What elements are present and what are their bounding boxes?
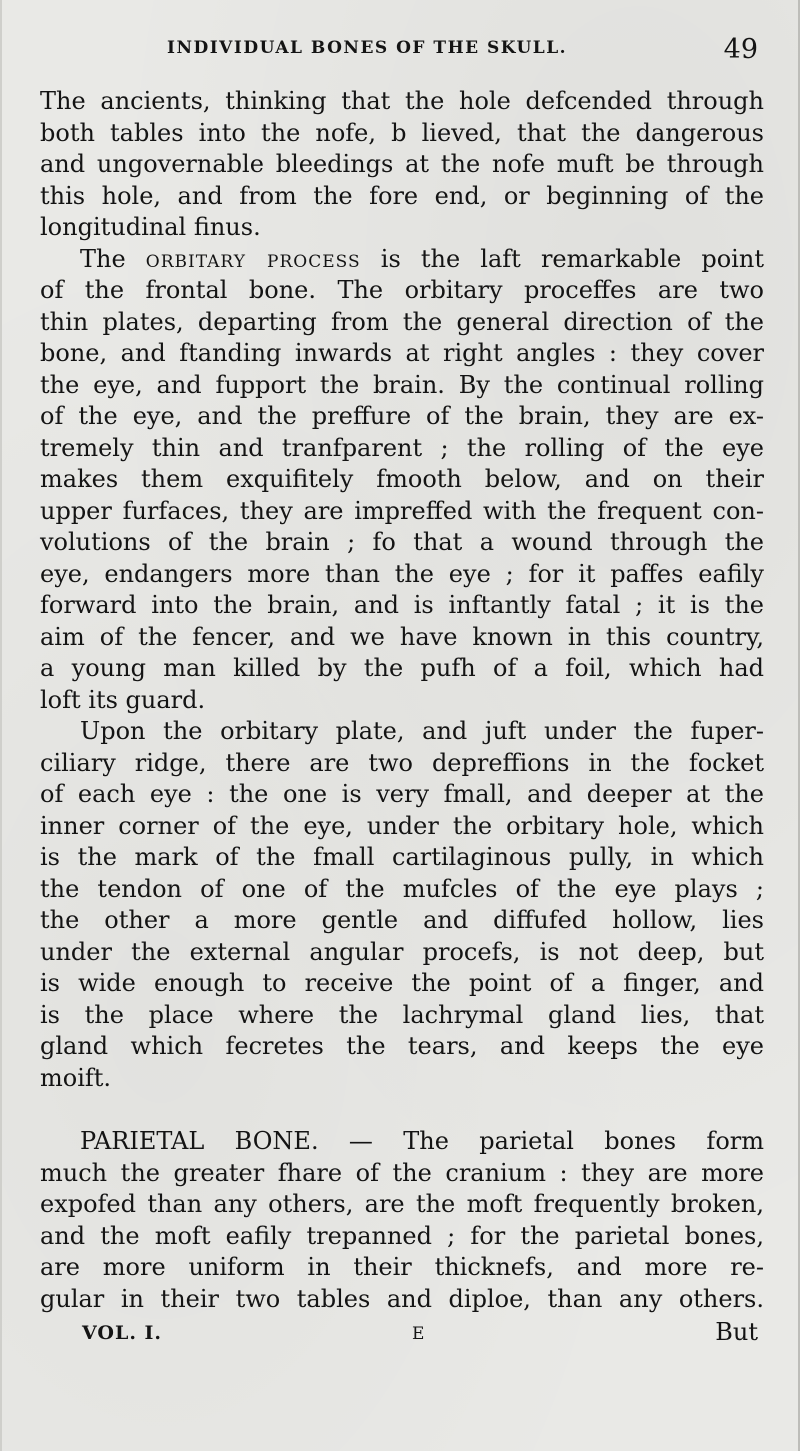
paragraph-hole-ancients [40,86,764,244]
page-number: 49 [723,34,758,65]
first-line-rest: is the laft remarkable point [380,244,764,273]
text-line: bone, and ftanding inwards at right angles : they cover [40,339,764,367]
text-line: moift. [40,1063,112,1092]
text-line: volutions of the brain ; fo that a wound through the [40,528,764,556]
text-line: expofed than any others, are the moft frequently broken, [40,1190,764,1218]
text-line: loft its guard. [40,685,206,714]
text-line: a young man killed by the pufh of a foil, which had [40,654,764,682]
text-line: gular in their two tables and diploe, than any others. [40,1284,764,1313]
paragraph-orbitary-plate [40,716,764,1094]
signature-mark: E [412,1324,425,1344]
volume-label: VOL. I. [82,1322,163,1344]
text-line: makes them exquifitely fmooth below, and on their [40,465,764,493]
text-line: upper furfaces, they are impreffed with the frequent con- [40,496,764,525]
text-line: tremely thin and tranfparent ; the rolling of the eye [40,433,764,462]
text-line: both tables into the nofe, b lieved, that the dangerous [40,118,764,147]
text-line: Upon the orbitary plate, and juft under the fuper- [80,717,764,745]
text-line: the eye, and fupport the brain. By the continual rolling [40,370,764,399]
section-heading: PARIETAL BONE. — [80,1127,373,1155]
text-line: this hole, and from the fore end, or beginning of the [40,181,764,210]
text-line: of each eye : the one is very fmall, and deeper at the [40,780,764,808]
text-line: The ancients, thinking that the hole defcended through [40,87,764,115]
paragraph-orbitary-process [40,244,764,717]
body-text [40,86,764,1315]
text-line: and ungovernable bleedings at the nofe muft be through [40,150,764,178]
text-line: inner corner of the eye, under the orbitary hole, which [40,811,764,840]
text-line: eye, endangers more than the eye ; for it paffes eafily [40,559,764,588]
running-head [42,34,758,74]
text-line: gland which fecretes the tears, and keeps the eye [40,1032,764,1060]
text-line: are more uniform in their thicknefs, and more re- [40,1253,764,1281]
first-line-rest: The parietal bones form [403,1127,764,1155]
text-line: under the external angular procefs, is not deep, but [40,937,764,966]
text-line: is the mark of the fmall cartilaginous pully, in which [40,843,764,871]
text-line: aim of the fencer, and we have known in this country, [40,622,764,651]
text-line-first [40,1126,764,1158]
running-title: INDIVIDUAL BONES OF THE SKULL. [167,38,568,58]
term-orbitary-process: orbitary process [145,244,361,273]
paragraph-parietal-bone [40,1126,764,1315]
text-line: ciliary ridge, there are two depreffions in the focket [40,748,764,777]
text-line: of the frontal bone. The orbitary proceffes are two [40,276,764,304]
catchword: But [715,1318,758,1346]
text-line: the other a more gentle and diffufed hollow, lies [40,906,764,934]
text-line: and the moft eafily trepanned ; for the parietal bones, [40,1221,764,1250]
lead-in: The [80,244,126,273]
text-line: the tendon of one of the mufcles of the eye plays ; [40,874,764,903]
text-line-first [40,244,764,276]
text-line: longitudinal finus. [40,213,261,241]
text-line: is the place where the lachrymal gland lies, that [40,1000,764,1029]
text-line: much the greater fhare of the cranium : they are more [40,1158,764,1187]
text-line: is wide enough to receive the point of a finger, and [40,969,764,997]
text-line: forward into the brain, and is inftantly fatal ; it is the [40,591,764,619]
text-line: thin plates, departing from the general direction of the [40,307,764,336]
section-gap [40,1094,764,1126]
text-line: of the eye, and the preffure of the brain, they are ex- [40,402,764,430]
page-footer [82,1318,758,1352]
